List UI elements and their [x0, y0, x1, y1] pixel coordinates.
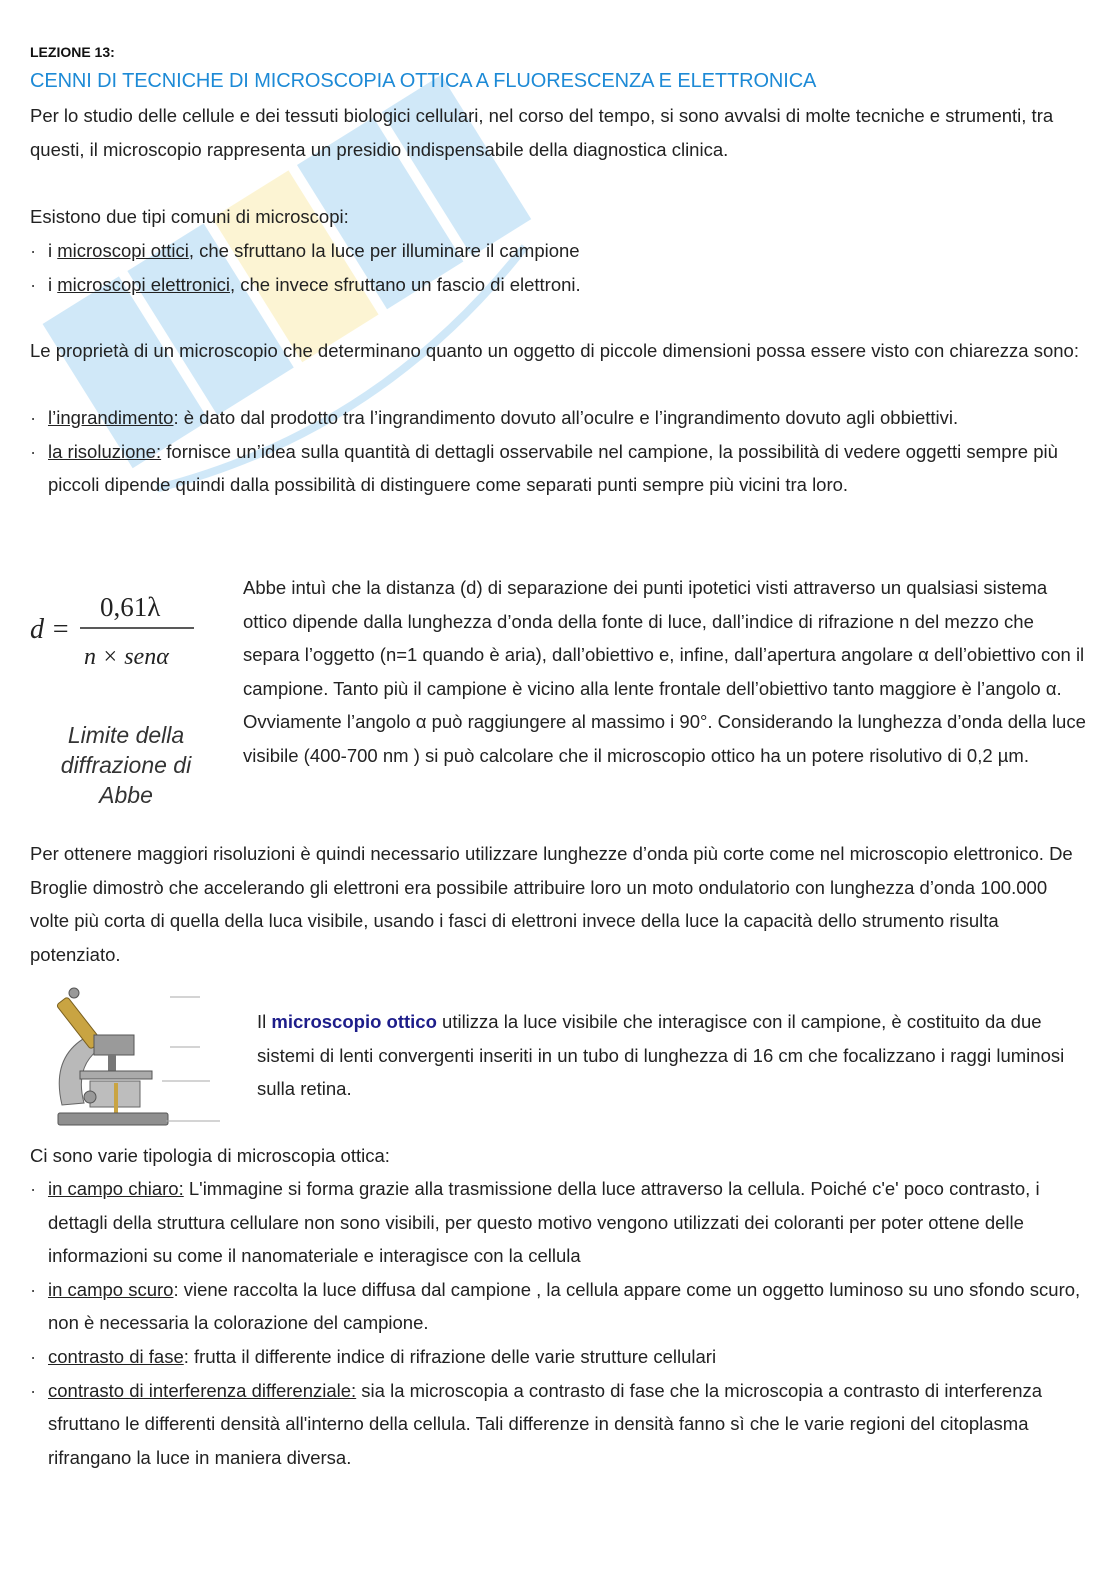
term-risoluzione: la risoluzione: [48, 440, 162, 462]
varieties-list [30, 1172, 1086, 1474]
item-prefix: i [48, 273, 58, 295]
item-text: : frutta il differente indice di rifrazione delle varie strutture cellulari [183, 1345, 717, 1367]
bullet: · [30, 273, 37, 295]
types-lead: Esistono due tipi comuni di microscopi: [30, 206, 349, 227]
item-text: sia la microscopia a contrasto di fase che la microscopia a contrasto di interferenza sfruttano le differenti densità all'interno della cellula. Tali differenze in densità fanno sì che le varie regioni del citoplasma rifrangano la luce in maniera diversa. [48, 1379, 1043, 1468]
electron-paragraph: Per ottenere maggiori risoluzioni è quindi necessario utilizzare lunghezze d’onda più corte come nel microscopio elettronico. De Broglie dimostrò che accelerando gli elettroni era possibile attribuire loro un moto ondulatorio con lunghezza d’onda 100.000 volte più corta di quella della luca visibile, usando i fasci di elettroni invece della luce la capacità dello strumento risulta potenziato. [30, 843, 1073, 965]
term-ingrandimento: l’ingrandimento [48, 407, 174, 428]
list-item [30, 435, 1086, 502]
optical-microscope-paragraph [257, 1005, 1087, 1106]
types-list [30, 234, 1086, 301]
list-item [30, 1374, 1086, 1475]
formula-caption: Limite della diffrazione di Abbe [60, 722, 192, 808]
optical-text: utilizza la luce visibile che interagisce con il campione, è costituito da due sistemi di lenti convergenti inseriti in un tubo di lunghezza di 16 cm che focalizzano i raggi luminosi sulla retina. [257, 1011, 1065, 1100]
microscope-illustration [50, 985, 230, 1135]
term-interferenza-differenziale: contrasto di interferenza differenziale: [48, 1379, 357, 1401]
item-text: : viene raccolta la luce diffusa dal campione , la cellula appare come un oggetto luminoso su uno sfondo scuro, non è necessaria la colorazione del campione. [48, 1278, 1081, 1334]
term-microscopio-ottico: microscopio ottico [271, 1011, 437, 1032]
abbe-paragraph: Abbe intuì che la distanza (d) di separazione dei punti ipotetici visti attraverso un qualsiasi sistema ottico dipende dalla lunghezza d’onda della fonte di luce, dall’indice di rifrazione n del mezzo che separa l’oggetto (n=1 quando è aria), dall’obiettivo e, infine, dall’apertura angolare α dell’obiettivo con il campione. Tanto più il campione è vicino alla lente frontale dell’obiettivo tanto maggiore è l’angolo α. Ovviamente l’angolo α può raggiungere al massimo i 90°. Considerando la lunghezza d’onda della luce visibile (400-700 nm ) si può calcolare che il microscopio ottico ha un potere risolutivo di 0,2 µm. [243, 577, 1086, 766]
formula-lhs: d = [30, 614, 70, 645]
abbe-formula [30, 590, 230, 680]
properties-lead: Le proprietà di un microscopio che determinano quanto un oggetto di piccole dimensioni possa essere visto con chiarezza sono: [30, 340, 1079, 361]
bullet: · [30, 1345, 37, 1367]
list-item [30, 1172, 1086, 1273]
bullet: · [30, 240, 37, 261]
bullet: · [30, 1379, 37, 1401]
item-text: fornisce un’idea sulla quantità di dettagli osservabile nel campione, la possibilità di vedere oggetti sempre più piccoli dipende quindi dalla possibilità di distinguere come separati punti sempre più vicini tra loro. [48, 440, 1058, 496]
term-campo-chiaro: in campo chiaro: [48, 1178, 184, 1199]
properties-list [30, 401, 1086, 502]
list-item [30, 268, 1086, 302]
formula-numerator: 0,61λ [100, 592, 161, 622]
term-campo-scuro: in campo scuro [48, 1278, 174, 1300]
list-item [30, 1340, 1086, 1374]
lesson-label: LEZIONE 13: [30, 44, 115, 60]
item-text: , che invece sfruttano un fascio di elettroni. [229, 273, 581, 295]
list-item [30, 1273, 1086, 1340]
bullet: · [30, 1278, 37, 1300]
varieties-lead: Ci sono varie tipologia di microscopia ottica: [30, 1145, 390, 1166]
list-item [30, 234, 1086, 268]
term-contrasto-di-fase: contrasto di fase [48, 1345, 184, 1367]
intro-paragraph: Per lo studio delle cellule e dei tessuti biologici cellulari, nel corso del tempo, si sono avvalsi di molte tecniche e strumenti, tra questi, il microscopio rappresenta un presidio indispensabile della diagnostica clinica. [30, 105, 1054, 160]
bullet: · [30, 440, 37, 462]
list-item [30, 401, 1086, 435]
term-microscopi-ottici: microscopi ottici [57, 240, 189, 261]
item-text: , che sfruttano la luce per illuminare il campione [188, 240, 580, 261]
term-microscopi-elettronici: microscopi elettronici [57, 273, 230, 295]
optical-prefix: Il [257, 1011, 272, 1032]
bullet: · [30, 1178, 37, 1199]
page-title: CENNI DI TECNICHE DI MICROSCOPIA OTTICA A FLUORESCENZA E ELETTRONICA [30, 70, 817, 92]
formula-denominator: n × senα [84, 644, 169, 670]
bullet: · [30, 407, 37, 428]
item-prefix: i [48, 240, 58, 261]
item-text: L'immagine si forma grazie alla trasmissione della luce attraverso la cellula. Poiché c'e' poco contrasto, i dettagli della struttura cellulare non sono visibili, per questo motivo vengono utilizzati dei coloranti per poter ottene delle informazioni su come il nanomateriale e interagisce con la cellula [48, 1178, 1040, 1267]
item-text: : è dato dal prodotto tra l’ingrandimento dovuto all’oculre e l’ingrandimento dovuto agli obbiettivi. [173, 407, 959, 428]
